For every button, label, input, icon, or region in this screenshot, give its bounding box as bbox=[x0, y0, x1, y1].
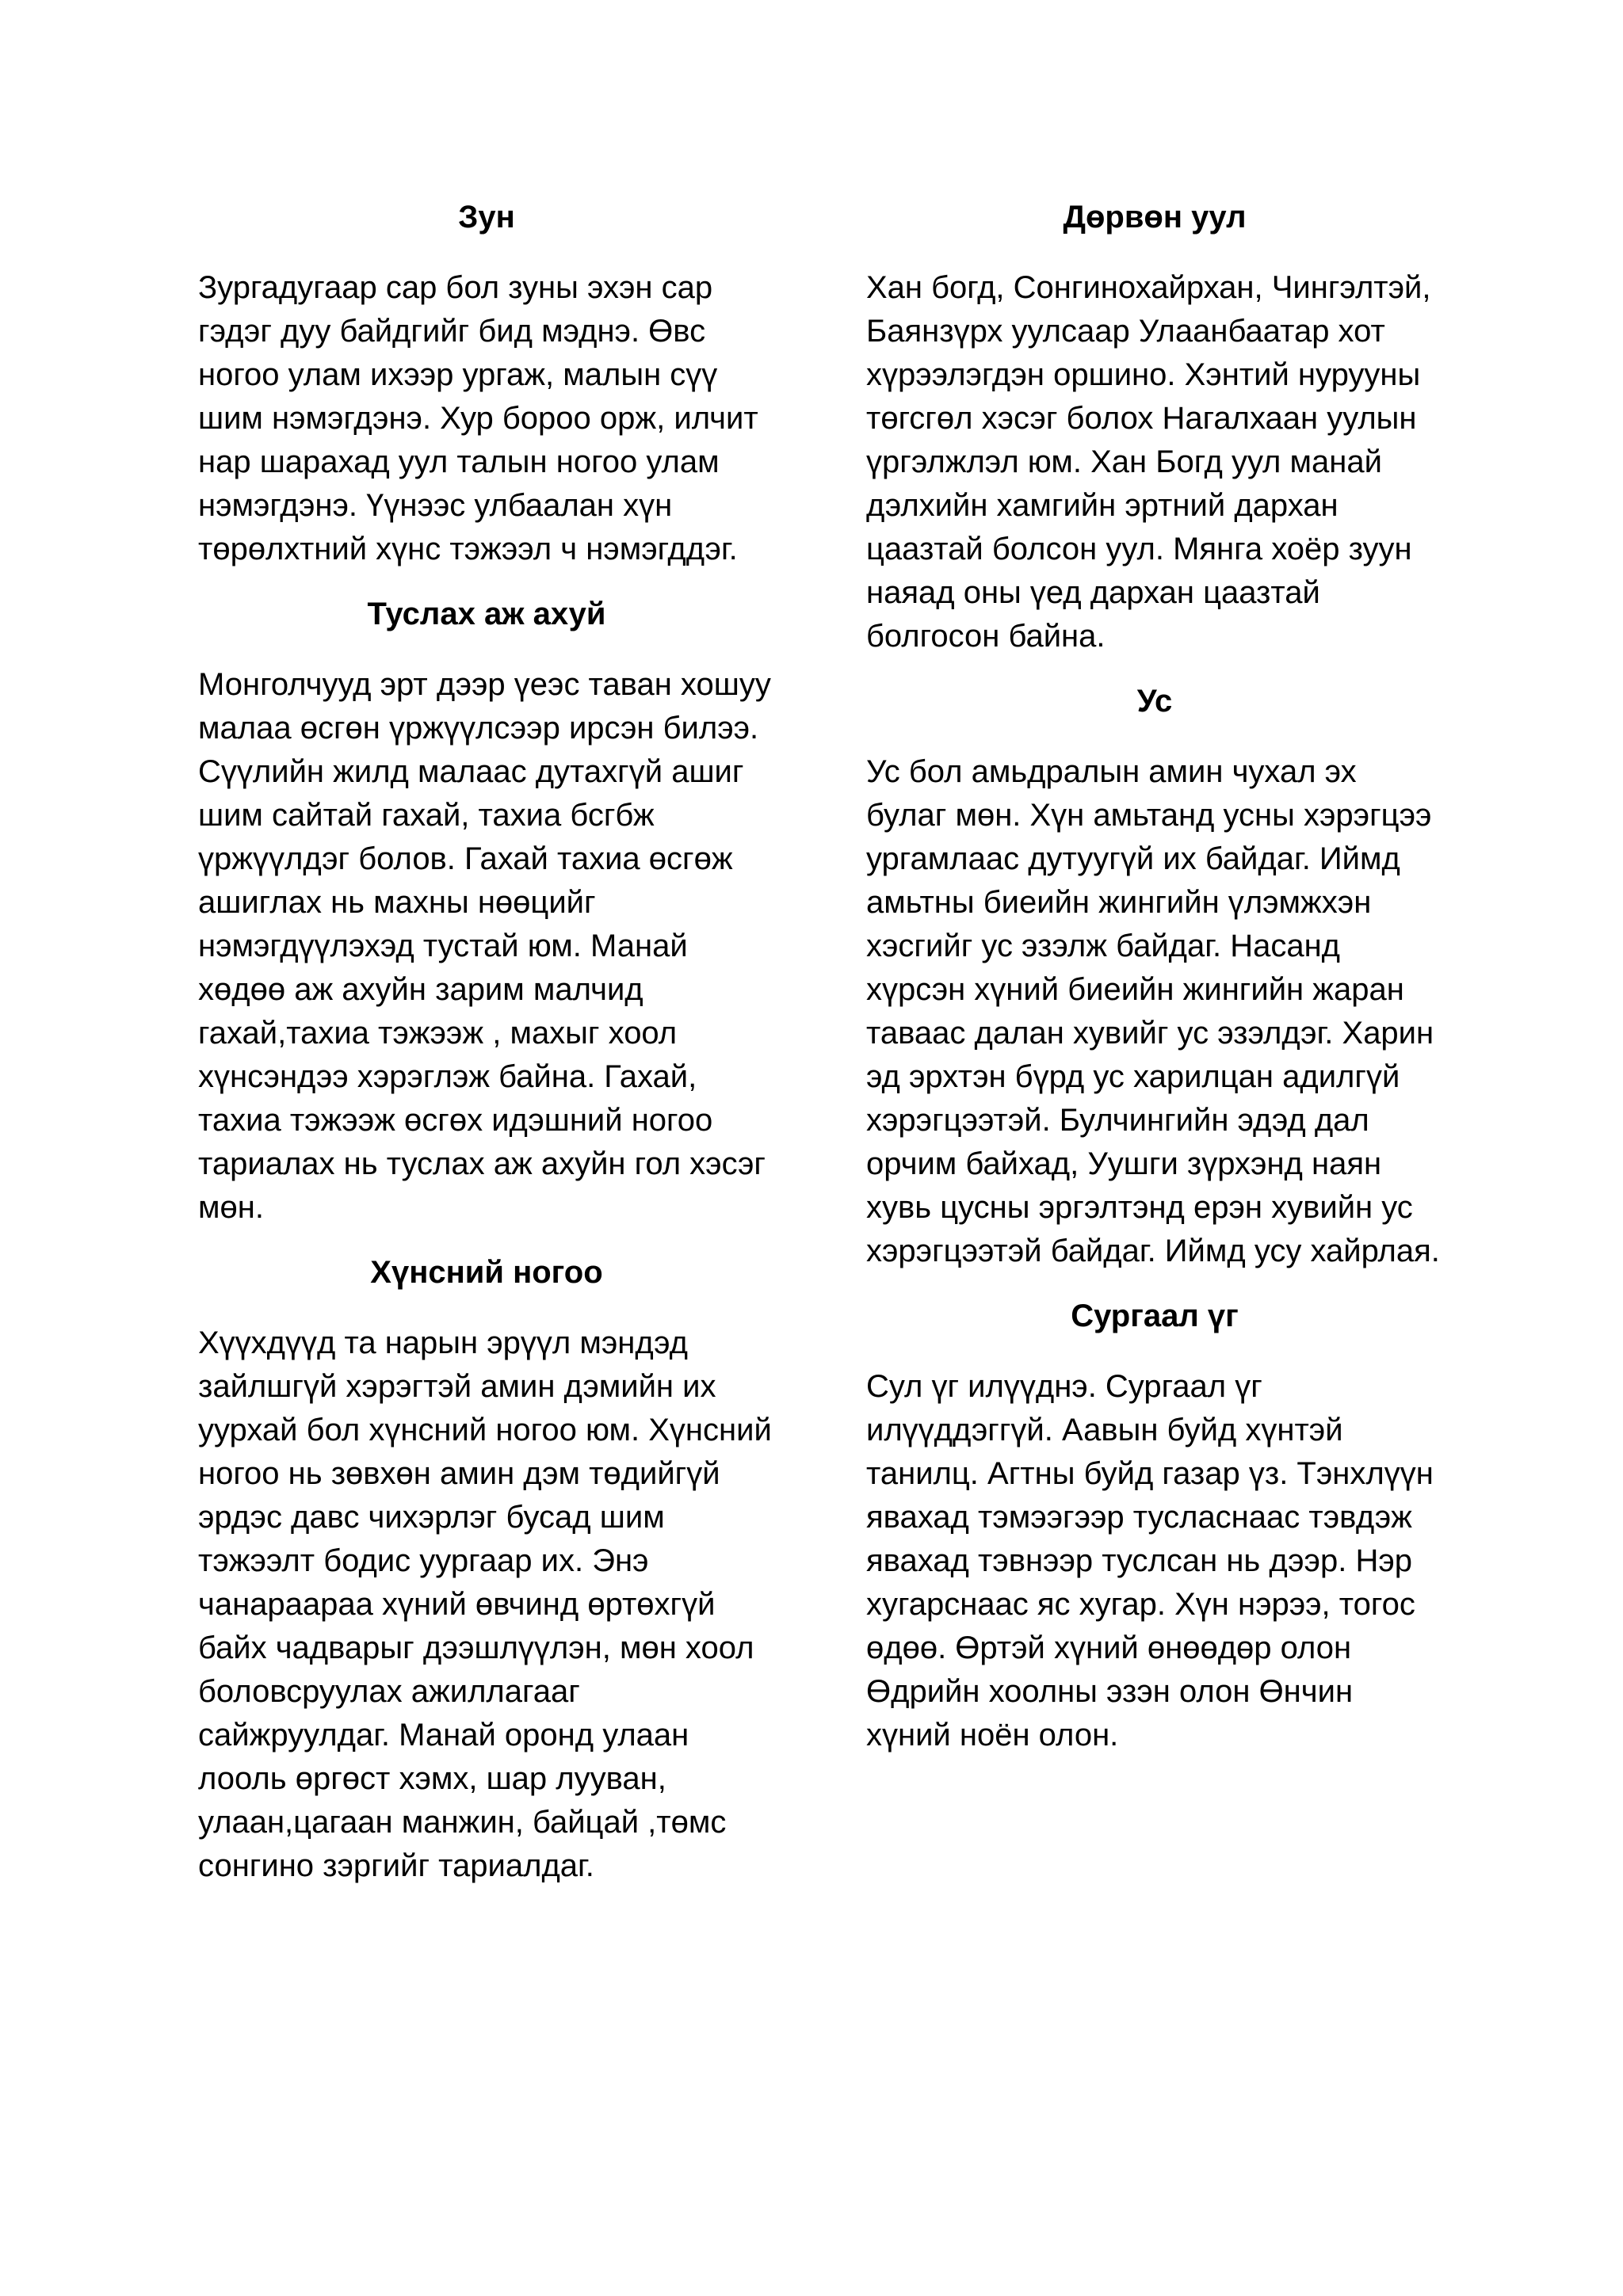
section-tuslakh-azh-akhui bbox=[198, 592, 775, 1230]
section-heading: Сургаал үг bbox=[1071, 1299, 1239, 1333]
section-khunsnii-nogoo bbox=[198, 1250, 775, 1888]
section-body: Хан богд, Сонгинохайрхан, Чингэлтэй, Баянзүрх уулсаар Улаанбаатар хот хүрээлэгдэн оршино. Хэнтий нурууны төгсгөл хэсэг болох Нагалхаан уулын үргэлжлэл юм. Хан Богд уул манай дэлхийн хамгийн эртний дархан цаазтай болсон уул. Мянга хоёр зуун наяад оны үед дархан цаазтай болгосон байна. bbox=[866, 270, 1431, 654]
right-column bbox=[866, 195, 1443, 1778]
section-durvun-uul bbox=[866, 195, 1443, 658]
section-heading: Зун bbox=[458, 200, 515, 235]
section-heading: Туслах аж ахуй bbox=[367, 597, 606, 631]
section-surgaal-ug bbox=[866, 1294, 1443, 1757]
section-body: Хүүхдүүд та нарын эрүүл мэндэд зайлшгүй хэрэгтэй амин дэмийн их уурхай бол хүнсний ногоо юм. Хүнсний ногоо нь зөвхөн амин дэм төдийгүй эрдэс давс чихэрлэг бусад шим тэжээлт бодис уургаар их. Энэ чанараараа хүний өвчинд өртөхгүй байх чадварыг дээшлүүлэн, мөн хоол боловсруулах ажиллагааг сайжруулдаг. Манай оронд улаан лооль өргөст хэмх, шар лууван, улаан,цагаан манжин, байцай ,төмс сонгино зэргийг тариалдаг. bbox=[198, 1325, 772, 1883]
section-body: Зургадугаар сар бол зуны эхэн сар гэдэг дуу байдгийг бид мэднэ. Өвс ногоо улам ихээр ургаж, малын сүү шим нэмэгдэнэ. Хур бороо орж, илчит нар шарахад уул талын ногоо улам нэмэгдэнэ. Үүнээс улбаалан хүн төрөлхтний хүнс тэжээл ч нэмэгддэг. bbox=[198, 270, 758, 566]
section-body: Сул үг илүүднэ. Сургаал үг илүүддэггүй. Аавын буйд хүнтэй танилц. Агтны буйд газар үз. Тэнхлүүн явахад тэмээгээр тусласнаас тэвдэж явахад тэвнээр туслсан нь дээр. Нэр хугарснаас яс хугар. Хүн нэрээ, тогос өдөө. Өртэй хүний өнөөдөр олон Өдрийн хоолны эзэн олон Өнчин хүний ноён олон. bbox=[866, 1369, 1434, 1753]
section-heading: Дөрвөн уул bbox=[1063, 200, 1247, 235]
section-heading: Хүнсний ногоо bbox=[370, 1255, 603, 1290]
section-us bbox=[866, 679, 1443, 1273]
section-heading: Ус bbox=[1136, 684, 1173, 719]
section-body: Монголчууд эрт дээр үеэс таван хошуу малаа өсгөн үржүүлсээр ирсэн билээ. Сүүлийн жилд малаас дутахгүй ашиг шим сайтай гахай, тахиа бсгбж үржүүлдэг болов. Гахай тахиа өсгөж ашиглах нь махны нөөцийг нэмэгдүүлэхэд тустай юм. Манай хөдөө аж ахуйн зарим малчид гахай,тахиа тэжээж , махыг хоол хүнсэндээ хэрэглэж байна. Гахай, тахиа тэжээж өсгөх идэшний ногоо тариалах нь туслах аж ахуйн гол хэсэг мөн. bbox=[198, 667, 771, 1225]
left-column bbox=[198, 195, 775, 1909]
section-zun bbox=[198, 195, 775, 571]
section-body: Ус бол амьдралын амин чухал эх булаг мөн. Хүн амьтанд усны хэрэгцээ ургамлаас дутуугүй их байдаг. Иймд амьтны биеийн жингийн үлэмжхэн хэсгийг ус эзэлж байдаг. Насанд хүрсэн хүний биеийн жингийн жаран таваас далан хувийг ус эзэлдэг. Харин эд эрхтэн бүрд ус харилцан адилгүй хэрэгцээтэй. Булчингийн эдэд дал орчим байхад, Уушги зүрхэнд наян хувь цусны эргэлтэнд ерэн хувийн ус хэрэгцээтэй байдаг. Иймд усу хайрлая. bbox=[866, 754, 1440, 1268]
